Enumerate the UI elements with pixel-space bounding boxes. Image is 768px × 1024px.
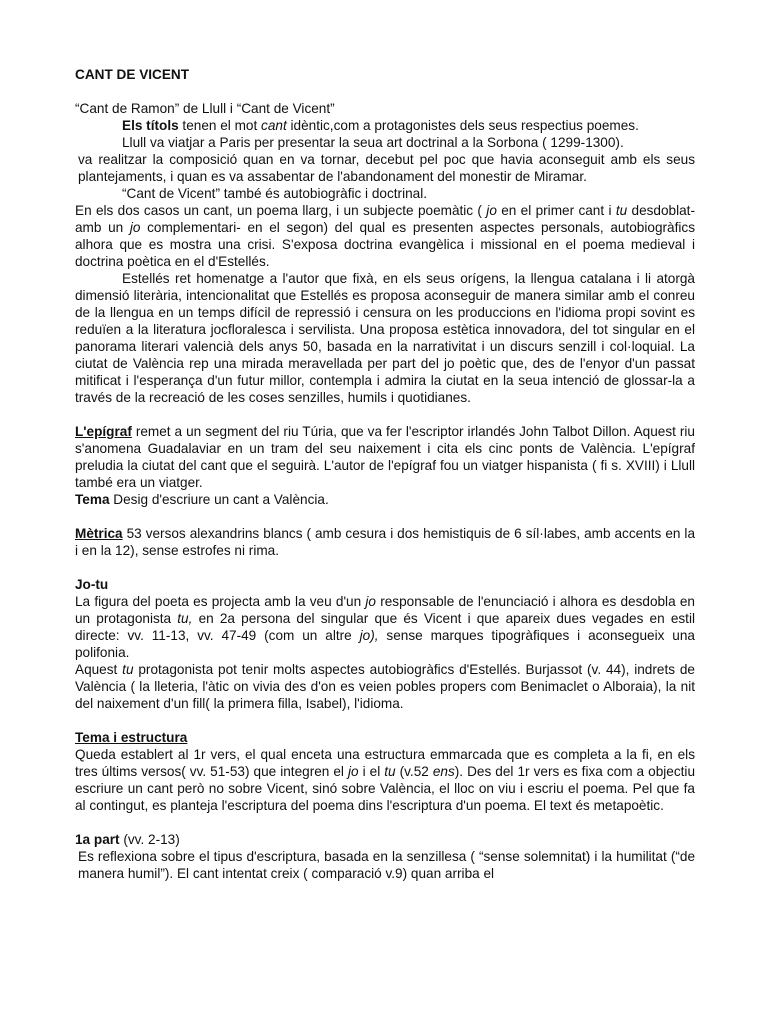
part1-paragraph: Es reflexiona sobre el tipus d'escriptura, basada en la senzillesa ( “sense solemnitat) i la humilitat (“de manera humil”). El cant intentat creix ( comparació v.9) quan arriba el	[78, 849, 695, 881]
jotu-paragraph-2: Aquest tu protagonista pot tenir molts aspectes autobiogràfics d'Estellés. Burjassot (v. 44), indrets de València ( la lleteria, l'àtic on vivia des d'on es veien pobles propers com Benimaclet o Alboraia), la nit del naixement d'un fill( la primera filla, Isabel), l'idioma.	[75, 662, 695, 711]
spacer	[75, 406, 695, 423]
intro-subheading: “Cant de Ramon” de Llull i “Cant de Vicent”	[75, 101, 335, 116]
spacer	[75, 559, 695, 576]
estructura-heading: Tema i estructura	[75, 730, 188, 745]
metrica-label: Mètrica	[75, 526, 123, 541]
document-page	[75, 66, 695, 882]
cant-vicent-line: “Cant de Vicent” també és autobiogràfic i doctrinal.	[122, 186, 428, 201]
epigraf-label: L'epígraf	[75, 424, 132, 439]
jotu-paragraph-1: La figura del poeta es projecta amb la veu d'un jo responsable de l'enunciació i alhora es desdobla en un protagonista tu, en 2a persona del singular que és Vicent i que apareix dues vegades en estil directe: vv. 11-13, vv. 47-49 (com un altre jo), sense marques tipogràfiques i aconsegueix una polifonia.	[75, 594, 695, 660]
document-title: CANT DE VICENT	[75, 67, 190, 82]
estructura-paragraph: Queda establert al 1r vers, el qual enceta una estructura emmarcada que es completa a la fi, en els tres últims versos( vv. 51-53) que integren el jo i el tu (v.52 ens). Des del 1r vers es fixa com a objectiu escriure un cant però no sobre Vicent, sinó sobre València, el lloc on viu i escriu el poema. Pel que fa al contingut, es planteja l'escriptura del poema dins l'escriptura d'un poema. El text és metapoètic.	[75, 747, 696, 813]
llull-continuation: va realitzar la composició quan en va tornar, decebut pel poc que havia aconseguit amb els seus plantejaments, i quan es va assabentar de l'abandonament del monestir de Miramar.	[78, 152, 695, 184]
cases-paragraph: En els dos casos un cant, un poema llarg, i un subjecte poemàtic ( jo en el primer cant i tu desdoblat- amb un jo complementari- en el segon) del qual es presenten aspectes personals, autobiogràfics alhora que es mostra una crisi. S'exposa doctrina evangèlica i missional en el poema medieval i doctrina poètica en el d'Estellés.	[75, 203, 695, 269]
spacer	[75, 508, 695, 525]
jotu-heading: Jo-tu	[75, 577, 109, 592]
titols-paragraph: Els títols tenen el mot cant idèntic,com a protagonistes dels seus respectius poemes.	[122, 118, 639, 133]
part1-label: 1a part	[75, 832, 120, 847]
epigraf-paragraph: L'epígraf remet a un segment del riu Túria, que va fer l'escriptor irlandés John Talbot Dillon. Aquest riu s'anomena Guadalaviar en un tram del seu naixement i cita els cinc ponts de València. L'epígraf preludia la ciutat del cant que el seguirà. L'autor de l'epígraf fou un viatger hispanista ( fi s. XVIII) i Llull també era un viatger.	[75, 424, 695, 490]
tema-label: Tema	[75, 492, 110, 507]
titols-label: Els títols	[122, 118, 179, 133]
tema-line: Tema Desig d'escriure un cant a València.	[75, 492, 329, 507]
part1-heading: 1a part (vv. 2-13)	[75, 832, 180, 847]
homenatge-paragraph: Estellés ret homenatge a l'autor que fixà, en els seus orígens, la llengua catalana i li atorgà dimensió literària, intencionalitat que Estellés es proposa aconseguir de manera similar amb el conreu de la llengua en un temps difícil de repressió i censura on les produccions en l'idioma propi sovint es reduïen a la literatura jocfloralesca i servilista. Una proposa estètica innovadora, del tot singular en el panorama literari valencià dels anys 50, basada en la narrativitat i un discurs senzill i col·loquial. La ciutat de València rep una mirada meravellada per part del jo poètic que, des de l'enyor d'un passat mitificat i l'esperança d'un futur millor, contempla i admira la ciutat en la seua intenció de glossar-la a través de la recreació de les coses senzilles, humils i quotidianes.	[75, 271, 695, 405]
llull-paragraph: Llull va viatjar a Paris per presentar la seua art doctrinal a la Sorbona ( 1299-1300).	[122, 135, 624, 150]
metrica-paragraph: Mètrica 53 versos alexandrins blancs ( amb cesura i dos hemistiquis de 6 síl·labes, amb accents en la i en la 12), sense estrofes ni rima.	[75, 526, 695, 558]
spacer	[75, 814, 695, 831]
spacer	[75, 712, 695, 729]
